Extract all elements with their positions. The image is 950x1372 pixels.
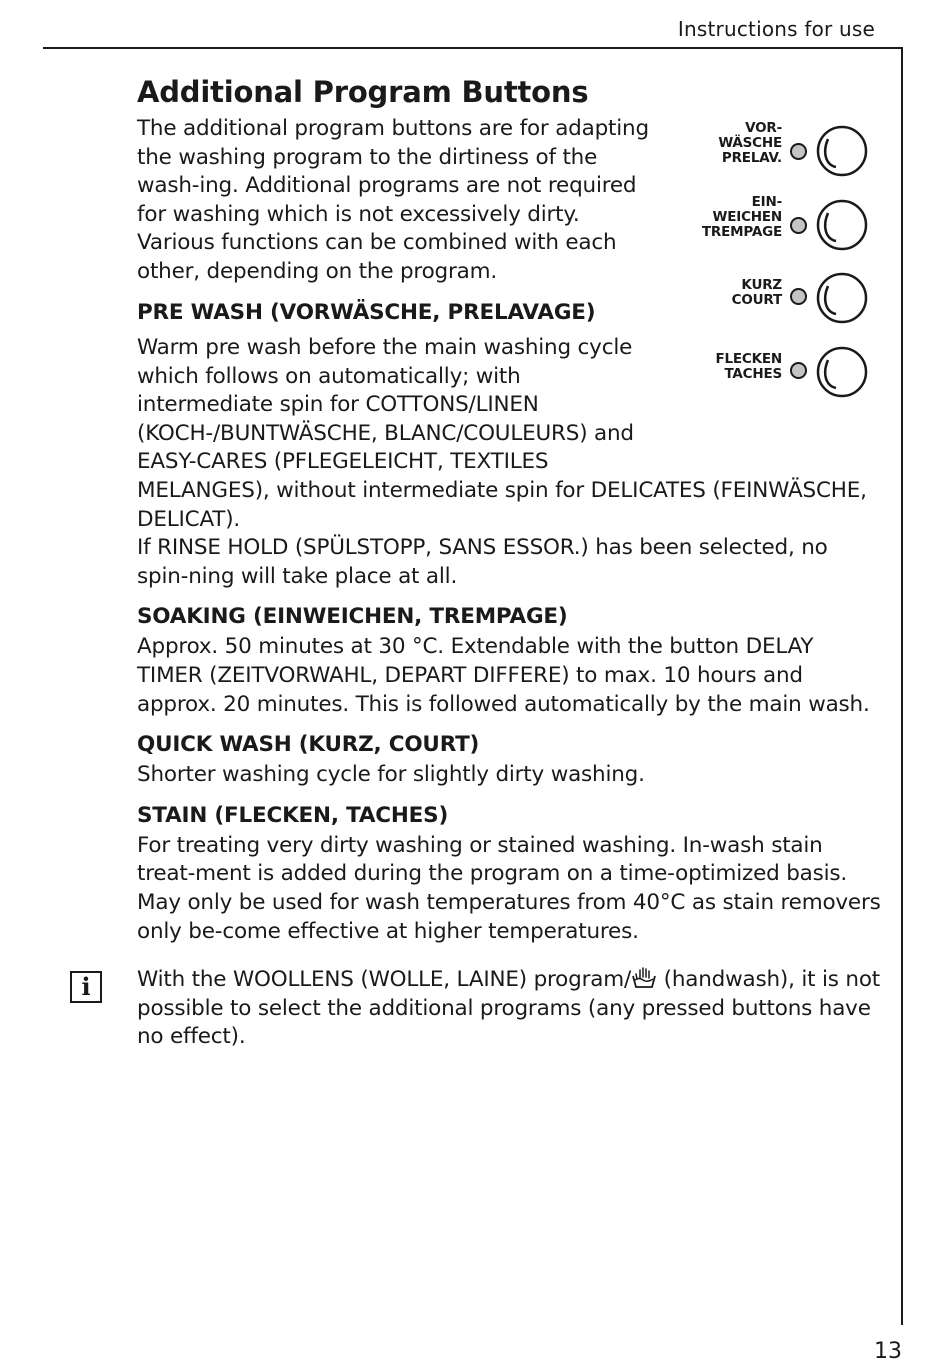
section-heading-stain: STAIN (FLECKEN, TACHES) (137, 802, 449, 828)
prewash-body-container (81, 334, 882, 1052)
side-divider (901, 47, 903, 1325)
section-heading-soaking: SOAKING (EINWEICHEN, TREMPAGE) (137, 604, 568, 630)
section-heading-quick-wash: QUICK WASH (KURZ, COURT) (137, 732, 480, 758)
section-heading-prewash: PRE WASH (VORWÄSCHE, PRELAVAGE) (137, 299, 596, 325)
label-line: TACHES (724, 366, 782, 382)
label-line: COURT (731, 292, 782, 308)
label-line: EIN- (751, 194, 782, 210)
page-title: Additional Program Buttons (137, 75, 589, 109)
woollens-note (81, 966, 882, 1052)
prewash-body-text: Warm pre wash before the main washing cycle which follows on automatically; with intermediate spin for COTTONS/LINEN (KOCH-/BUNTWÄSCHE, BLANC/COULEURS) and EASY-CARES (PFLEGELEICHT, TEXTILES MELANGES), without intermediate spin for DELICATES (FEINWÄSCHE, DELICAT). (137, 335, 867, 532)
info-icon: i (70, 971, 102, 1003)
label-line: FLECKEN (715, 351, 782, 367)
panel-wrap-spacer (657, 334, 882, 450)
stain-body-text: For treating very dirty washing or stained washing. In-wash stain treat-ment is added during the program on a time-optimized basis. May only be used for wash temperatures from 40°C as stain removers only be-come effective at higher temperatures. (137, 832, 881, 944)
main-content (137, 75, 882, 329)
page-header-title: Instructions for use (677, 17, 875, 41)
note-text (137, 966, 882, 1052)
label-line: TREMPAGE (701, 224, 782, 240)
note-text-before: With the WOOLLENS (WOLLE, LAINE) program/ (137, 967, 631, 993)
header-divider (43, 47, 903, 49)
label-line: PRELAV. (721, 150, 782, 166)
label-line: VOR- (745, 120, 782, 136)
prewash-body-text-2: If RINSE HOLD (SPÜLSTOPP, SANS ESSOR.) has been selected, no spin-ning will take place at all. (137, 535, 828, 589)
handwash-icon (631, 966, 657, 990)
intro-paragraph: The additional program buttons are for adapting the washing program to the dirtiness of the wash-ing. Additional programs are not required for washing which is not excessively dirty. Various functions can be combined with each other, depending on the program. (137, 116, 649, 284)
quick-wash-body-text: Shorter washing cycle for slightly dirty washing. (137, 762, 645, 788)
note-text-after: (handwash), it is not possible to select the additional programs (any pressed buttons have no effect). (137, 967, 880, 1050)
label-line: WEICHEN (712, 209, 782, 225)
label-line: WÄSCHE (718, 135, 782, 151)
label-line: KURZ (741, 277, 782, 293)
soaking-body-text: Approx. 50 minutes at 30 °C. Extendable with the button DELAY TIMER (ZEITVORWAHL, DEPART DIFFERE) to max. 10 hours and approx. 20 minutes. This is followed automatically by the main wash. (137, 634, 870, 717)
page-number: 13 (874, 1339, 902, 1364)
